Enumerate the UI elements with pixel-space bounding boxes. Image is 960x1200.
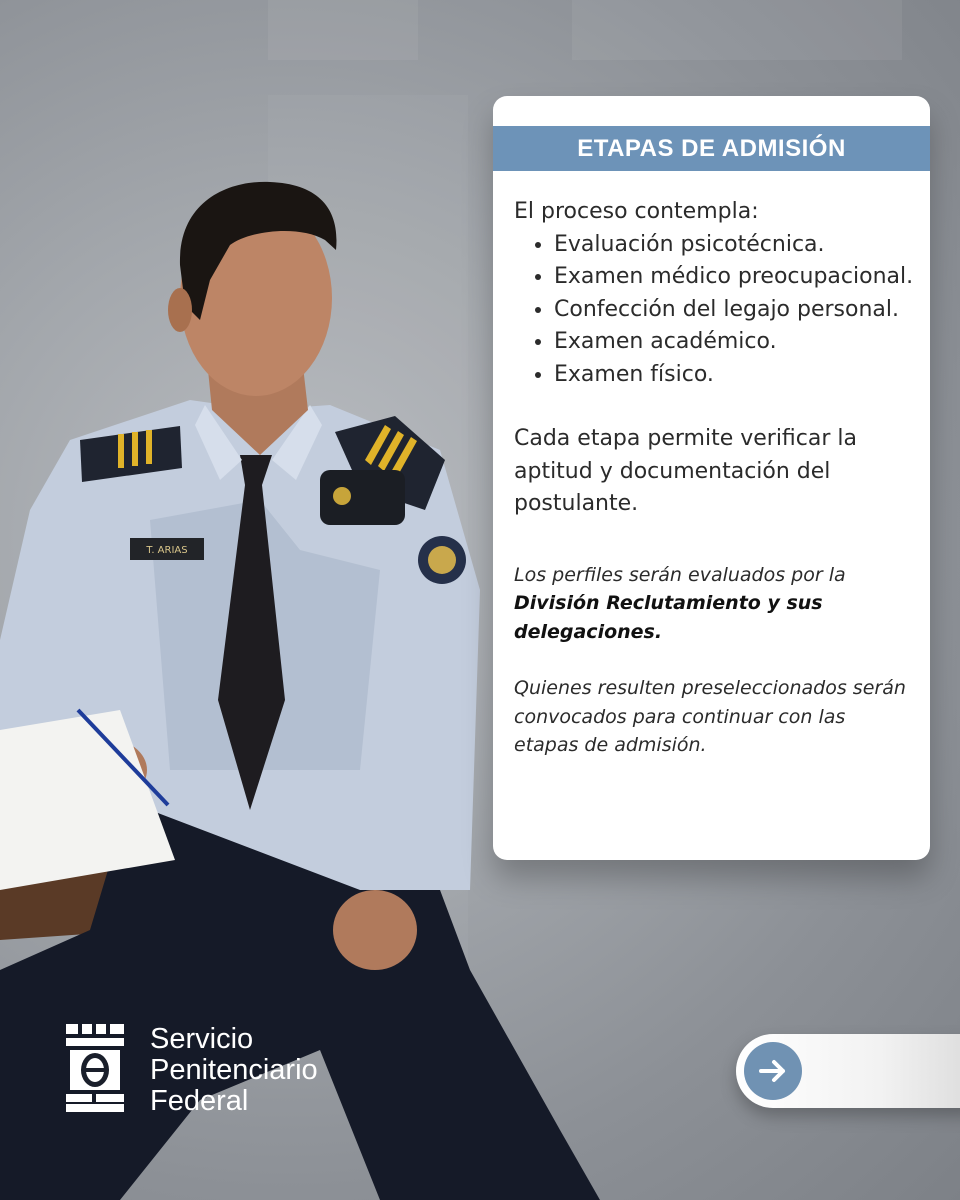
card-title: ETAPAS DE ADMISIÓN: [493, 126, 930, 171]
description-paragraph: Cada etapa permite verificar la aptitud y documentación del postulante.: [514, 426, 857, 516]
background-shape: [268, 0, 418, 60]
logo-line-2: Penitenciario: [150, 1054, 318, 1086]
logo-line-3: Federal: [150, 1085, 249, 1117]
next-button[interactable]: [736, 1034, 960, 1108]
evaluation-note-text: Los perfiles serán evaluados por la: [514, 563, 846, 586]
list-item: • Confección del legajo personal.: [554, 294, 914, 327]
stages-list: [514, 229, 914, 392]
tower-icon: [66, 1024, 124, 1112]
list-item: • Examen físico.: [554, 359, 914, 392]
logo-text: [150, 1024, 318, 1117]
list-item: • Examen académico.: [554, 326, 914, 359]
background-shape: [572, 0, 902, 60]
logo-line-1: Servicio: [150, 1023, 254, 1055]
arrow-right-icon[interactable]: [744, 1042, 802, 1100]
evaluation-note-bold: División Reclutamiento y sus delegaciones.: [514, 592, 823, 643]
name-tag: T. ARIAS: [146, 545, 188, 556]
list-item: • Examen médico preocupacional.: [554, 261, 914, 294]
preselection-note: Quienes resulten preseleccionados serán convocados para continuar con las etapas de admisión.: [514, 677, 906, 756]
spf-logo: [66, 1024, 318, 1117]
evaluation-note: [514, 561, 914, 647]
card-body: [514, 196, 914, 760]
list-item: • Evaluación psicotécnica.: [554, 229, 914, 262]
intro-text: El proceso contempla:: [514, 199, 759, 224]
admission-stages-card: [493, 96, 930, 860]
